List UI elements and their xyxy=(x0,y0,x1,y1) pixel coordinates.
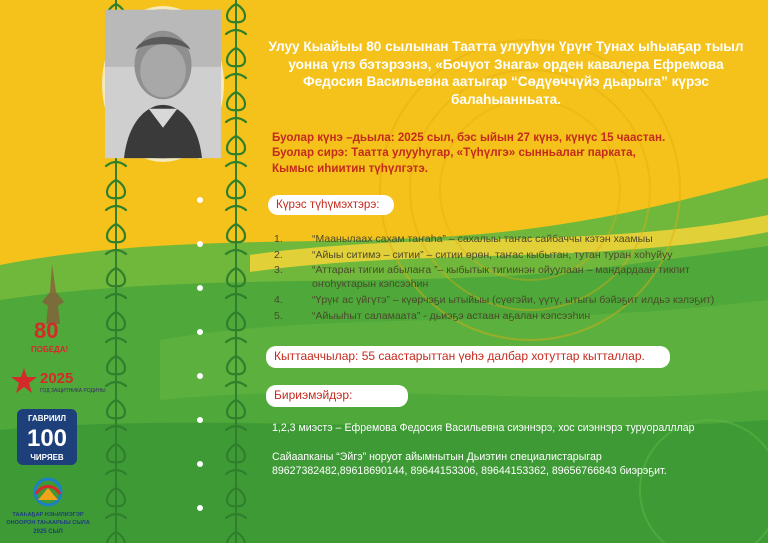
gavriil-chiryaev-100-logo xyxy=(16,408,78,466)
rule-number: 1. xyxy=(274,233,283,245)
portrait-photo xyxy=(102,6,224,162)
logo-80-text: 80 xyxy=(34,318,59,343)
victory-80-logo xyxy=(30,262,76,356)
defender-year-logo xyxy=(10,366,106,400)
rule-item xyxy=(274,309,744,323)
ornament-dot xyxy=(197,329,203,335)
winners-text: 1,2,3 миэстэ – Ефремова Федосия Васильевна сиэннэрэ, хос сиэннэрэ туруоралллар xyxy=(272,422,695,434)
rule-item xyxy=(274,263,744,291)
ornament-dot xyxy=(197,373,203,379)
ornament-dot xyxy=(197,285,203,291)
rule-text: “Үрүҥ ас үйгүтэ” – күөрчэҕи ытыйыы (сүөгэйи, үүтү, ытыгы бэйэҕит илдьэ кэлэҕит) xyxy=(312,293,715,306)
creation-year-logo xyxy=(6,476,90,538)
rule-text: “Айыыһыт саламаата” - дьиэҕэ астаан аҕалан кэпсээһин xyxy=(312,309,591,322)
ornament-dot xyxy=(197,241,203,247)
event-place-detail: Кымыс иһиитин түһүлгэтэ. xyxy=(272,161,429,175)
rule-number: 5. xyxy=(274,309,283,322)
ornament-dot xyxy=(197,197,203,203)
event-info xyxy=(272,130,742,176)
organizer-contacts xyxy=(272,451,762,478)
ornament-dot xyxy=(197,417,203,423)
winners-header: Бириэмэйдэр: xyxy=(266,385,408,407)
organizer-phones: 89627382482,89618690144, 89644153306, 89644153362, 89656766843 биэрэҕит. xyxy=(272,464,667,477)
organizer-line: Сайаапканы “Эйгэ” норуот айымнытын Дьиэтин специалистарыгар xyxy=(272,451,602,463)
ornament-dot xyxy=(197,461,203,467)
participants-note: Кыттааччылар: 55 саастарыттан үөһэ далбар хотуттар кытталлар. xyxy=(266,346,670,368)
logo-2025-caption: ГОД ЗАЩИТНИКА РОДИНЫ xyxy=(40,388,106,394)
ornament-dot xyxy=(197,505,203,511)
event-place: Буолар сирэ: Таатта улууһугар, «Түһүлгэ» сынньалаҥ паркатa, xyxy=(272,146,636,160)
rule-text: “Аттаран тигии абылаҥа ”– кыбытык тигиинэн ойуулаан – мандардаан тикпит оҥоһуктарын кэпсээһин xyxy=(312,264,690,291)
rule-number: 4. xyxy=(274,293,283,306)
logo-pobeda-text: ПОБЕДА! xyxy=(31,345,69,354)
logo-year-line2: ОНООРОН ТАҺААРЫЫ СЫЛА xyxy=(6,520,90,526)
rule-text: “Айыы ситимэ – ситии” – ситии өрөн, таҥас кыбытан, тутан туран хоһуйуу xyxy=(312,248,673,261)
logo-year-line1: ТААҺАҔАР НЭҺИЛИЭГЭР xyxy=(12,512,84,518)
logo-gavriil-bottom: ЧИРЯЕВ xyxy=(30,453,64,462)
logo-gavriil-number: 100 xyxy=(26,425,68,452)
logo-gavriil-top: ГАВРИИЛ xyxy=(27,414,67,423)
event-date: Буолар күнэ –дьыла: 2025 сыл, бэс ыйын 27 күнэ, күнүс 15 чаастан. xyxy=(272,131,666,144)
logo-year-line3: 2025 СЫЛ xyxy=(33,529,63,535)
rule-number: 2. xyxy=(274,248,283,261)
rule-item xyxy=(274,248,744,262)
logo-2025-number: 2025 xyxy=(40,370,74,387)
poster-title: Улуу Кыайыы 80 сылынан Таатта улууһун Үрүҥ Тунах ыһыаҕар тыыл уонна үлэ бэтэрээнэ, «Бочуот Знага» орден кавалера Ефремова Федосия Васильевна аатыгар “Сөдүөччүйэ дьарыга” күрэс балаһыанньата. xyxy=(268,39,744,107)
rule-item xyxy=(274,232,744,246)
rule-number: 3. xyxy=(274,264,283,277)
rule-item xyxy=(274,293,744,307)
rule-text: “Маанылаах сахам таҥаһа” – сахалыы таҥас сайбаччы кэтэн хаамыы xyxy=(312,233,653,245)
rules-list xyxy=(274,232,744,324)
rules-header: Күрэс түһүмэхтэрэ: xyxy=(268,195,394,215)
